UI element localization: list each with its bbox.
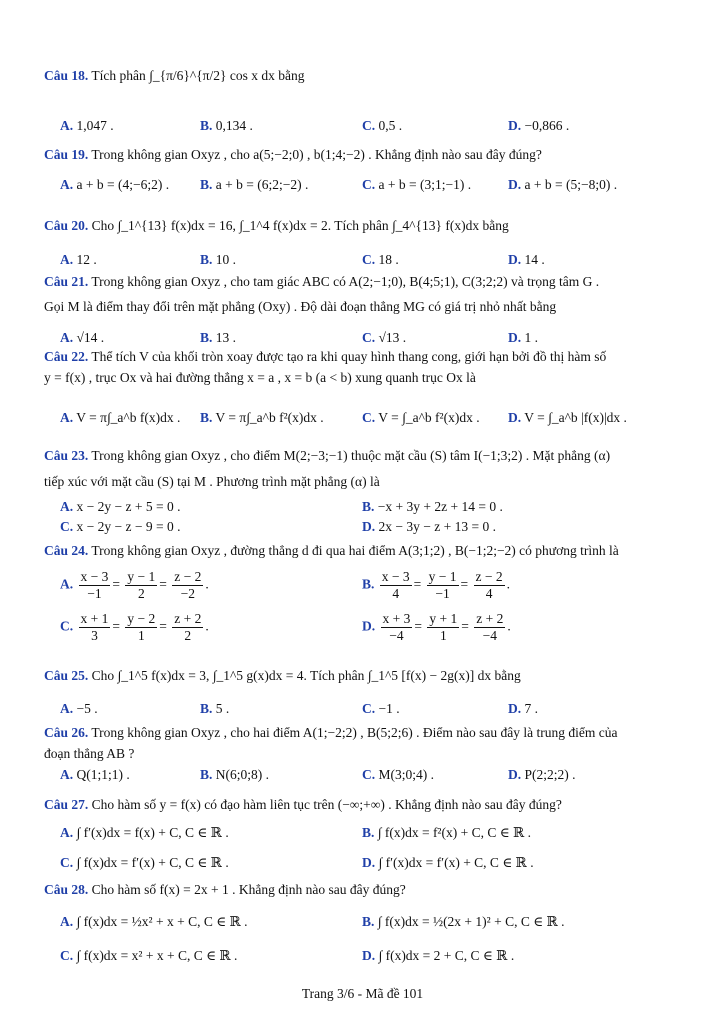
question-text: Tích phân ∫_{π/6}^{π/2} cos x dx bằng [91, 68, 305, 83]
option-c[interactable]: C. M(3;0;4) . [362, 767, 434, 782]
option-c[interactable]: C. ∫ f(x)dx = x² + x + C, C ∈ ℝ . [60, 948, 238, 963]
question-25: Câu 25. Cho ∫_1^5 f(x)dx = 3, ∫_1^5 g(x)dx = 4. Tích phân ∫_1^5 [f(x) − 2g(x)] dx bằng [44, 668, 521, 683]
page-footer: Trang 3/6 - Mã đề 101 [301, 986, 424, 1001]
option-c[interactable]: C. V = ∫_a^b f²(x)dx . [362, 410, 480, 425]
option-d[interactable]: D. a + b = (5;−8;0) . [508, 177, 618, 192]
option-b[interactable]: B. $\frac{x - 3}{4}$ = $\frac{y - 1}{-1}$ = $\frac{z - 2}{4}$ . [362, 569, 510, 601]
option-a[interactable]: A. $\frac{x - 3}{-1}$ = $\frac{y - 1}{2}$ = $\frac{z - 2}{-2}$ . [60, 569, 209, 601]
option-b[interactable]: B. 0,134 . [200, 118, 253, 133]
option-c[interactable]: C. $\frac{x + 1}{3}$ = $\frac{y - 2}{1}$ = $\frac{z + 2}{2}$ . [60, 611, 209, 643]
option-a[interactable]: A. a + b = (4;−6;2) . [60, 177, 170, 192]
question-19: Câu 19. Trong không gian Oxyz , cho a(5;−2;0) , b(1;4;−2) . Khẳng định nào sau đây đúng? [44, 147, 542, 162]
question-26-line2: đoạn thẳng AB ? [44, 746, 135, 761]
option-a[interactable]: A. V = π∫_a^b f(x)dx . [60, 410, 181, 425]
option-b[interactable]: B. ∫ f(x)dx = ½(2x + 1)² + C, C ∈ ℝ . [362, 914, 565, 929]
option-d[interactable]: D. ∫ f′(x)dx = f′(x) + C, C ∈ ℝ . [362, 855, 534, 870]
question-22-line2: y = f(x) , trục Ox và hai đường thẳng x = a , x = b (a < b) xung quanh trục Ox là [44, 370, 476, 385]
question-23-line2: tiếp xúc với mặt cầu (S) tại M . Phương trình mặt phẳng (α) là [44, 474, 380, 489]
option-b[interactable]: B. 10 . [200, 252, 237, 267]
option-d[interactable]: D. ∫ f(x)dx = 2 + C, C ∈ ℝ . [362, 948, 515, 963]
option-d[interactable]: D. 7 . [508, 701, 538, 716]
option-a[interactable]: A. 12 . [60, 252, 97, 267]
question-18 [44, 66, 684, 86]
question-21: Câu 21. Trong không gian Oxyz , cho tam giác ABC có A(2;−1;0), B(4;5;1), C(3;2;2) và trọng tâm G . [44, 274, 600, 289]
option-b[interactable]: B. V = π∫_a^b f²(x)dx . [200, 410, 324, 425]
option-a[interactable]: A. √14 . [60, 330, 105, 345]
question-28: Câu 28. Cho hàm số f(x) = 2x + 1 . Khẳng định nào sau đây đúng? [44, 882, 406, 897]
question-27: Câu 27. Cho hàm số y = f(x) có đạo hàm liên tục trên (−∞;+∞) . Khẳng định nào sau đây đúng? [44, 797, 562, 812]
option-c[interactable]: C. ∫ f(x)dx = f′(x) + C, C ∈ ℝ . [60, 855, 229, 870]
option-b[interactable]: B. 5 . [200, 701, 230, 716]
option-d[interactable]: D. $\frac{x + 3}{-4}$ = $\frac{y + 1}{1}$ = $\frac{z + 2}{-4}$ . [362, 611, 511, 643]
option-d[interactable]: D. 2x − 3y − z + 13 = 0 . [362, 519, 496, 534]
question-label: Câu 18. [44, 68, 89, 83]
option-c[interactable]: C. 0,5 . [362, 118, 403, 133]
option-d[interactable]: D. −0,866 . [508, 118, 570, 133]
question-20: Câu 20. Cho ∫_1^{13} f(x)dx = 16, ∫_1^4 f(x)dx = 2. Tích phân ∫_4^{13} f(x)dx bằng [44, 218, 509, 233]
option-b[interactable]: B. −x + 3y + 2z + 14 = 0 . [362, 499, 503, 514]
question-23: Câu 23. Trong không gian Oxyz , cho điểm M(2;−3;−1) thuộc mặt cầu (S) tâm I(−1;3;2) . Mặt phẳng (α) [44, 448, 611, 463]
option-a[interactable]: A. x − 2y − z + 5 = 0 . [60, 499, 181, 514]
option-a[interactable]: A. ∫ f′(x)dx = f(x) + C, C ∈ ℝ . [60, 825, 229, 840]
option-a[interactable]: A. −5 . [60, 701, 98, 716]
option-d[interactable]: D. V = ∫_a^b |f(x)|dx . [508, 410, 627, 425]
question-24: Câu 24. Trong không gian Oxyz , đường thẳng d đi qua hai điểm A(3;1;2) , B(−1;2;−2) có phương trình là [44, 543, 619, 558]
option-b[interactable]: B. a + b = (6;2;−2) . [200, 177, 309, 192]
option-c[interactable]: C. √13 . [362, 330, 407, 345]
option-a[interactable]: A. Q(1;1;1) . [60, 767, 130, 782]
option-d[interactable]: D. 1 . [508, 330, 538, 345]
option-d[interactable]: D. 14 . [508, 252, 545, 267]
question-26: Câu 26. Trong không gian Oxyz , cho hai điểm A(1;−2;2) , B(5;2;6) . Điểm nào sau đây là trung điểm của [44, 725, 618, 740]
question-22: Câu 22. Thể tích V của khối tròn xoay được tạo ra khi quay hình thang cong, giới hạn bởi đồ thị hàm số [44, 349, 607, 364]
option-b[interactable]: B. 13 . [200, 330, 237, 345]
question-21-line2: Gọi M là điểm thay đổi trên mặt phẳng (Oxy) . Độ dài đoạn thẳng MG có giá trị nhỏ nhất bằng [44, 299, 557, 314]
option-b[interactable]: B. ∫ f(x)dx = f²(x) + C, C ∈ ℝ . [362, 825, 532, 840]
option-b[interactable]: B. N(6;0;8) . [200, 767, 270, 782]
option-c[interactable]: C. −1 . [362, 701, 400, 716]
option-c[interactable]: C. x − 2y − z − 9 = 0 . [60, 519, 181, 534]
option-c[interactable]: C. 18 . [362, 252, 399, 267]
option-a[interactable]: A. ∫ f(x)dx = ½x² + x + C, C ∈ ℝ . [60, 914, 248, 929]
option-c[interactable]: C. a + b = (3;1;−1) . [362, 177, 472, 192]
option-a[interactable]: A. 1,047 . [60, 118, 114, 133]
option-d[interactable]: D. P(2;2;2) . [508, 767, 576, 782]
